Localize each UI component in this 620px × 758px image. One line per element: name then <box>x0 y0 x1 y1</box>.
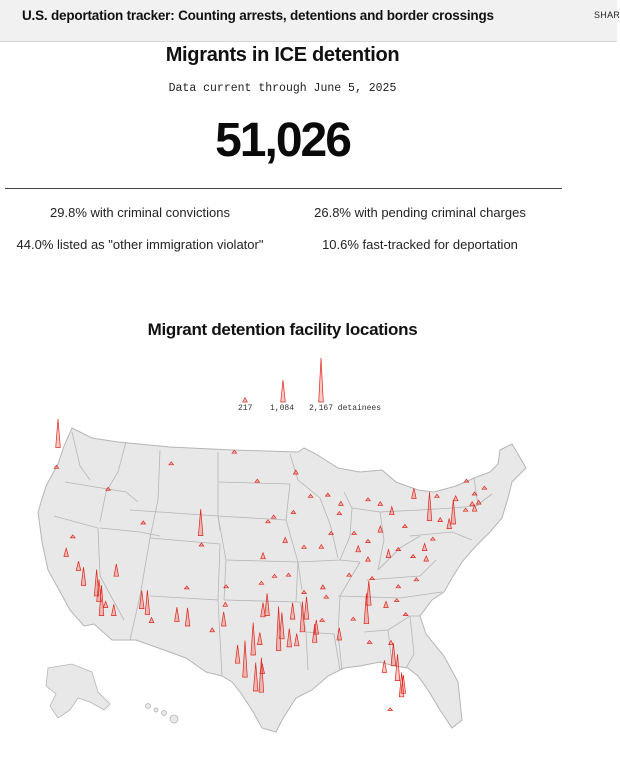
us-map-svg <box>0 420 617 753</box>
article-title[interactable]: U.S. deportation tracker: Counting arrests, detentions and border crossings <box>22 8 494 23</box>
legend-spike <box>281 380 286 402</box>
map-title: Migrant detention facility locations <box>147 320 418 339</box>
facility-spike[interactable] <box>388 708 393 711</box>
legend-label-small: 217 <box>238 404 253 413</box>
stat-pending-charges: 26.8% with pending criminal charges <box>314 205 526 220</box>
top-bar <box>0 0 620 42</box>
legend-label-large: 2,167 detainees <box>309 404 382 413</box>
facility-spike[interactable] <box>56 419 61 447</box>
stat-other-violator: 44.0% listed as "other immigration violator" <box>16 237 264 252</box>
legend-spike <box>243 398 248 402</box>
us-map <box>0 420 617 753</box>
stat-fast-tracked: 10.6% fast-tracked for deportation <box>322 237 518 252</box>
page-title: Migrants in ICE detention <box>165 44 400 66</box>
contiguous-us-shape <box>38 428 526 732</box>
divider <box>5 188 562 189</box>
hawaii-shape <box>146 704 179 724</box>
alaska-shape <box>46 664 110 718</box>
share-button[interactable]: SHAR <box>594 10 620 20</box>
legend-spike <box>319 358 324 402</box>
legend-label-medium: 1,084 <box>270 404 295 413</box>
stat-criminal-convictions: 29.8% with criminal convictions <box>50 205 230 220</box>
data-date: Data current through June 5, 2025 <box>168 82 397 95</box>
detention-total: 51,026 <box>215 114 350 167</box>
legend-spikes <box>225 356 405 404</box>
map-legend <box>225 356 405 418</box>
